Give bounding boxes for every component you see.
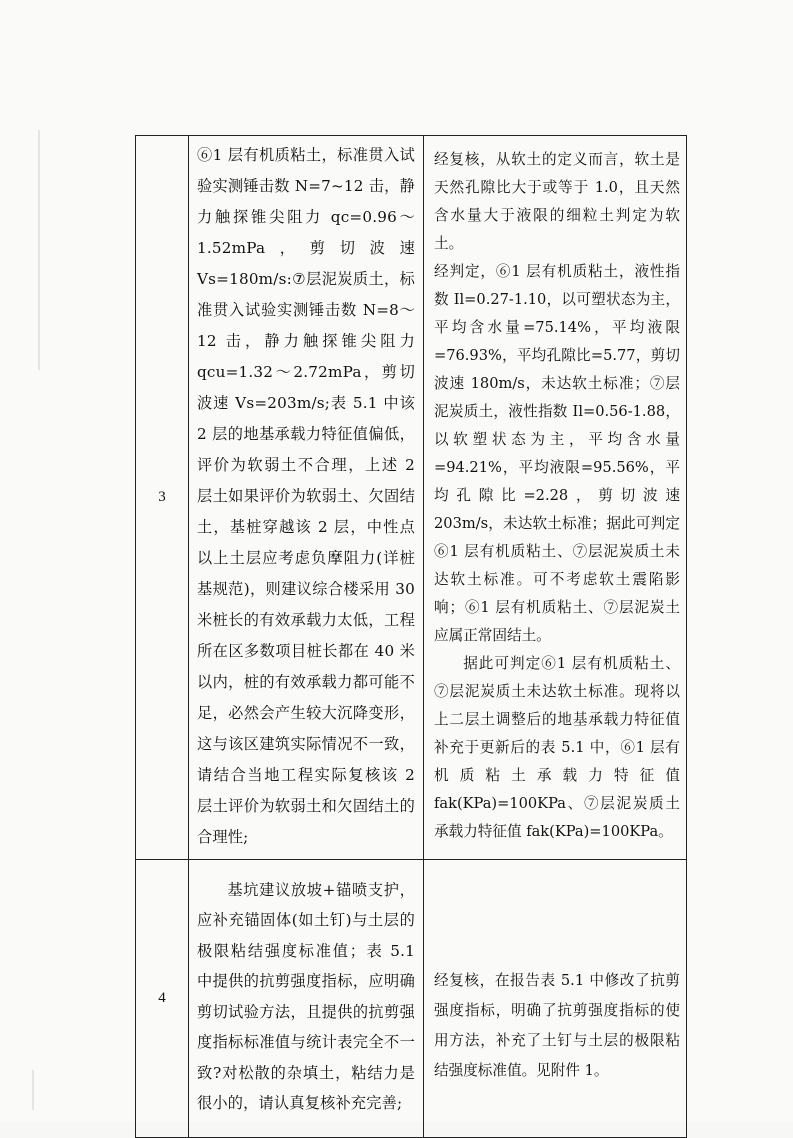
response-paragraph: 经复核，在报告表 5.1 中修改了抗剪强度指标，明确了抗剪强度指标的使用方法，补充了土钉与土层的极限粘结强度标准值。见附件 1。: [434, 971, 680, 1079]
row-number-text: 3: [158, 489, 166, 505]
scan-margin-marks-lower: [32, 1070, 34, 1110]
review-comment-text: 基坑建议放坡+锚喷支护，应补充锚固体(如土钉)与土层的极限粘结强度标准值；表 5.1 中提供的抗剪强度指标，应明确剪切试验方法，且提供的抗剪强度指标标准值与统计表完全不一致?对松散的杂填土，粘结力是很小的，请认真复核补充完善;: [197, 880, 415, 1112]
response-paragraph: 据此可判定⑥1 层有机质粘土、⑦层泥炭质土未达软土标准。现将以上二层土调整后的地基承载力特征值补充于更新后的表 5.1 中，⑥1 层有机质粘土承载力特征值 fak(KPa)=100KPa、⑦层泥炭质土承载力特征值 fak(KPa)=100KPa。: [434, 654, 680, 840]
review-response-table: [135, 135, 687, 1138]
row-number-text: 4: [158, 990, 166, 1006]
row-number: [136, 136, 189, 860]
review-comment-cell: [189, 860, 424, 1138]
table-row: [136, 136, 687, 860]
response-paragraph: 经复核，从软土的定义而言，软土是天然孔隙比大于或等于 1.0，且天然含水量大于液限的细粒土判定为软土。: [434, 150, 680, 252]
review-comment-cell: [189, 136, 424, 860]
response-cell: [424, 860, 687, 1138]
table-row: [136, 860, 687, 1138]
review-comment-text: ⑥1 层有机质粘土，标准贯入试验实测锤击数 N=7~12 击，静力触探锥尖阻力 qc=0.96～1.52mPa，剪切波速 Vs=180m/s:⑦层泥炭质土，标准贯入试验实测锤击数 N=8～12 击，静力触探锥尖阻力 qcu=1.32～2.72mPa，剪切波速 Vs=203m/s;表 5.1 中该 2 层的地基承载力特征值偏低，评价为软弱土不合理，上述 2 层土如果评价为软弱土、欠固结土，基桩穿越该 2 层，中性点以上土层应考虑负摩阻力(详桩基规范)，则建议综合楼采用 30 米桩长的有效承载力太低，工程所在区多数项目桩长都在 40 米以内，桩的有效承载力都可能不足，必然会产生较大沉降变形，这与该区建筑实际情况不一致，请结合当地工程实际复核该 2 层土评价为软弱土和欠固结土的合理性;: [197, 146, 415, 846]
response-cell: [424, 136, 687, 860]
response-paragraph: 经判定，⑥1 层有机质粘土，液性指数 Il=0.27-1.10，以可塑状态为主，平均含水量=75.14%，平均液限=76.93%，平均孔隙比=5.77，剪切波速 180m/s，未达软土标准；⑦层泥炭质土，液性指数 Il=0.56-1.88，以软塑状态为主，平均含水量=94.21%，平均液限=95.56%，平均孔隙比=2.28，剪切波速 203m/s，未达软土标准；据此可判定⑥1 层有机质粘土、⑦层泥炭质土未达软土标准。可不考虑软土震陷影响；⑥1 层有机质粘土、⑦层泥炭土应属正常固结土。: [434, 262, 680, 644]
row-number: [136, 860, 189, 1138]
scan-margin-marks: [38, 130, 40, 370]
